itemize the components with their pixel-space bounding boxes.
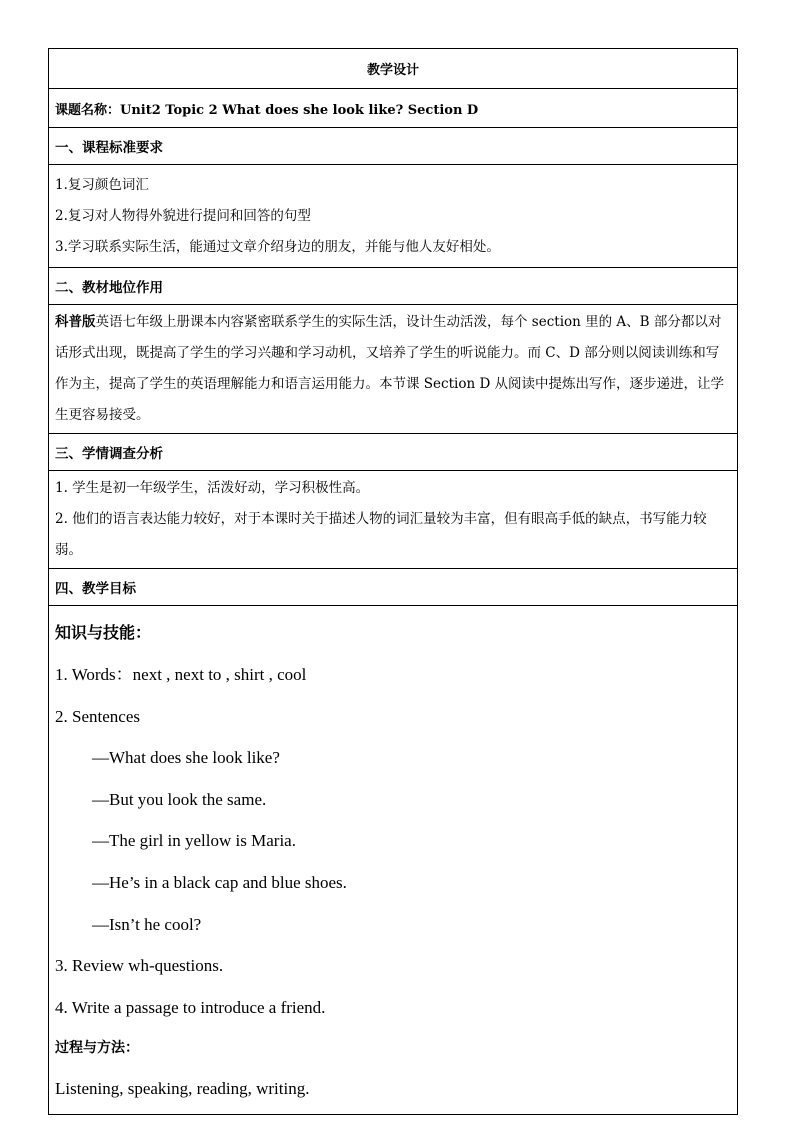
sentence-item: —Isn’t he cool? (92, 914, 202, 934)
curriculum-requirements (49, 164, 737, 267)
sentence-item: —But you look the same. (92, 789, 267, 809)
section-heading-textbook: 二、教材地位作用 (49, 267, 737, 304)
list-item: 2. 他们的语言表达能力较好，对于本课时关于描述人物的词汇量较为丰富，但有眼高手低的缺点，书写能力较弱。 (55, 511, 707, 558)
textbook-role-paragraph (49, 304, 737, 433)
textbook-role-body: 英语七年级上册课本内容紧密联系学生的实际生活，设计生动活泼，每个 section 里的 A、B 部分都以对话形式出现，既提高了学生的学习兴趣和学习动机，又培养了学生的听说能力。而 C、D 部分则以阅读训练和写作为主，提高了学生的英语理解能力和语言运用能力。本节课 Section D 从阅读中提炼出写作，逐步递进，让学生更容易接受。 (55, 314, 725, 423)
course-title: 课题名称：Unit2 Topic 2 What does she look like? Section D (49, 88, 737, 127)
learner-analysis (49, 470, 737, 568)
section-heading-learners: 三、学情调查分析 (49, 433, 737, 470)
lesson-plan-table (48, 48, 738, 1115)
method-heading: 过程与方法： (55, 1040, 139, 1057)
section-heading-curriculum: 一、课程标准要求 (49, 127, 737, 164)
list-item: 3.学习联系实际生活，能通过文章介绍身边的朋友，并能与他人友好相处。 (55, 239, 500, 255)
method-line: Listening, speaking, reading, writing. (55, 1079, 310, 1099)
review-line: 3. Review wh-questions. (55, 956, 224, 976)
list-item: 1.复习颜色词汇 (55, 177, 149, 193)
sentence-item: —He’s in a black cap and blue shoes. (92, 872, 347, 892)
list-item: 2.复习对人物得外貌进行提问和回答的句型 (55, 208, 311, 224)
section-heading-objectives: 四、教学目标 (49, 568, 737, 605)
list-item: 1. 学生是初一年级学生，活泼好动，学习积极性高。 (55, 480, 370, 496)
sentences-label: 2. Sentences (55, 706, 140, 726)
teaching-objectives (49, 605, 737, 1114)
textbook-publisher: 科普版 (55, 314, 96, 330)
knowledge-heading: 知识与技能： (55, 623, 152, 642)
sentence-item: —The girl in yellow is Maria. (92, 831, 296, 851)
write-line: 4. Write a passage to introduce a friend. (55, 997, 326, 1017)
words-line: 1. Words：next , next to , shirt , cool (55, 665, 307, 684)
doc-title: 教学设计 (366, 63, 419, 78)
sentence-item: —What does she look like? (92, 748, 280, 768)
